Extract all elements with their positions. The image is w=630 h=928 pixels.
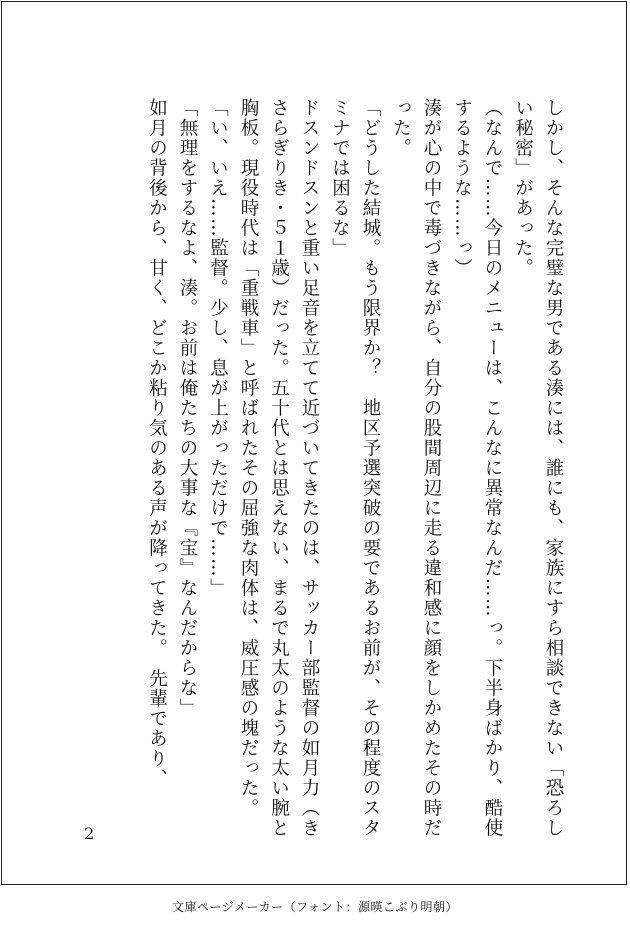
paragraph: 如月の背後から、甘く、どこか粘り気のある声が降ってきた。 先輩であり、 xyxy=(146,98,168,789)
paragraph: 「どうした結城。もう限界か？ 地区予選突破の要であるお前が、その程度のスタミナでは困るな」 xyxy=(329,98,381,838)
page-frame xyxy=(1,1,627,885)
vertical-body-text xyxy=(141,98,568,838)
paragraph: しかし、そんな完璧な男である湊には、誰にも、家族にすら相談できない「恐ろしい秘密」があった。 xyxy=(512,98,564,838)
paragraph: ドスンドスンと重い足音を立てて近づいてきたのは、サッカー部監督の如月力（きさらぎりき・５１歳）だった。五十代とは思えない、まるで丸太のような太い腕と胸板。現役時代は「重戦車」と呼ばれたその屈強な肉体は、威圧感の塊だった。 xyxy=(238,98,320,838)
page-number: 2 xyxy=(84,824,95,843)
footer-caption: 文庫ページメーカー（フォント：源暎こぶり明朝） xyxy=(171,900,459,914)
paragraph: 「い、いえ……監督。少し、息が上がっただけで……」 xyxy=(207,98,229,598)
paragraph: （なんで……今日のメニューは、こんなに異常なんだ……っ。下半身ばかり、酷使するような……っ） xyxy=(451,98,503,838)
paragraph: 湊が心の中で毒づきながら、自分の股間周辺に走る違和感に顔をしかめたその時だった。 xyxy=(390,98,442,838)
paragraph: 「無理をするなよ、湊。お前は俺たちの大事な『宝』なんだからな」 xyxy=(177,98,198,718)
